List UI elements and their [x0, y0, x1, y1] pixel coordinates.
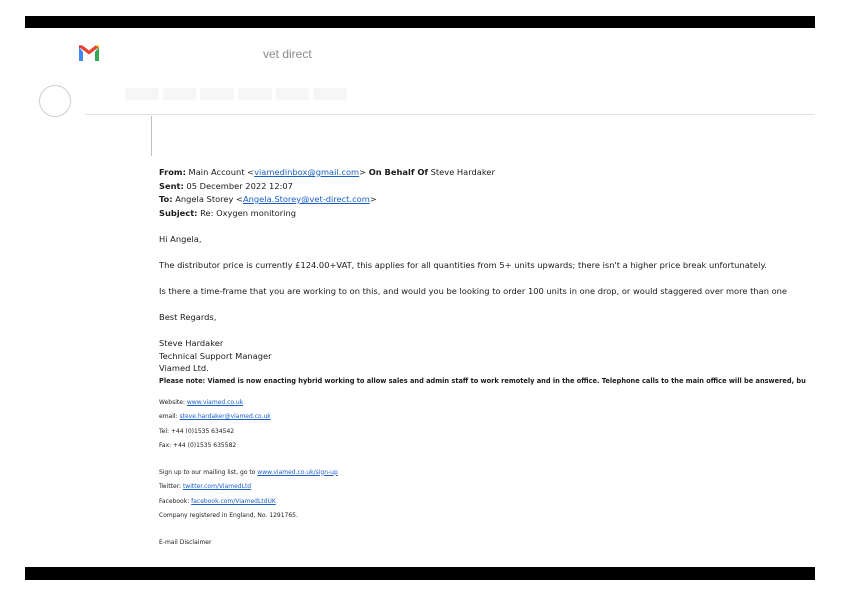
twitter-link[interactable]: twitter.com/ViamedLtd: [182, 483, 252, 490]
hybrid-working-note: [159, 375, 815, 388]
tel-line: Tel: +44 (0)1535 634542: [159, 427, 235, 435]
website-label: Website:: [159, 398, 185, 406]
signature-company: Viamed Ltd.: [159, 363, 209, 373]
gmail-logo-icon[interactable]: [78, 44, 100, 62]
from-name: Main Account <: [188, 167, 255, 177]
quote-guide-line: [151, 116, 152, 156]
avatar[interactable]: [39, 85, 71, 117]
subject-value: Re: Oxygen monitoring: [200, 207, 296, 218]
email-line: [159, 410, 815, 425]
from-line: [159, 166, 815, 180]
website-link[interactable]: www.viamed.co.uk: [186, 398, 244, 406]
to-line: [159, 193, 815, 207]
signature-name: Steve Hardaker: [159, 338, 224, 348]
subject-label: Subject:: [159, 207, 198, 218]
from-label: From:: [159, 167, 186, 177]
signature-title: Technical Support Manager: [159, 350, 272, 361]
subject-line: [159, 207, 815, 221]
email-body: [159, 166, 815, 550]
fax-line: Fax: +44 (0)1535 635582: [159, 442, 237, 449]
on-behalf-name: Steve Hardaker: [430, 167, 495, 177]
sent-label: Sent:: [159, 180, 184, 191]
facebook-label: Facebook:: [159, 497, 190, 505]
obscured-toolbar: [125, 88, 347, 100]
header-title: vet direct: [263, 47, 312, 61]
mailing-link[interactable]: www.viamed.co.uk/sign-up: [257, 468, 338, 476]
facebook-line: [159, 495, 815, 510]
from-close: >: [359, 167, 367, 177]
email-disclaimer: E-mail Disclaimer: [159, 538, 212, 546]
paragraph-timeframe: Is there a time-frame that you are working to on this, and would you be looking to order 100 units in one drop, or would staggered over more than one: [159, 286, 788, 296]
twitter-line: [159, 480, 815, 495]
to-close: >: [369, 194, 377, 204]
note-label: Please note:: [159, 376, 206, 385]
to-label: To:: [159, 194, 173, 204]
sent-value: 05 December 2022 12:07: [186, 180, 293, 191]
website-line: [159, 396, 815, 411]
to-name: Angela Storey <: [175, 194, 243, 204]
mailing-label: Sign up to our mailing list, go to: [159, 468, 256, 476]
divider: [85, 114, 815, 115]
closing: Best Regards,: [159, 312, 217, 322]
sent-line: [159, 180, 815, 194]
email-label: email:: [159, 413, 178, 420]
mailing-line: [159, 466, 815, 481]
company-registration: Company registered in England, No. 1291765.: [159, 512, 298, 519]
email-link[interactable]: steve.hardaker@viamed.co.uk: [179, 413, 271, 420]
from-address-link[interactable]: viamedinbox@gmail.com: [254, 167, 360, 177]
email-viewer: [25, 28, 815, 567]
paragraph-price: The distributor price is currently £124.00+VAT, this applies for all quantities from 5+ units upwards; there isn't a higher price break unfortunately.: [159, 260, 767, 270]
twitter-label: Twitter:: [159, 483, 182, 490]
greeting: Hi Angela,: [159, 234, 202, 244]
screenshot-frame: [25, 16, 815, 580]
facebook-link[interactable]: facebook.com/ViamedLtdUK: [191, 497, 276, 505]
to-address-link[interactable]: Angela.Storey@vet-direct.com: [242, 194, 370, 204]
on-behalf-label: On Behalf Of: [368, 167, 429, 177]
note-text: Viamed is now enacting hybrid working to allow sales and admin staff to work remotely and in the office. Telephone calls to the main office will be answered, bu: [207, 376, 806, 385]
